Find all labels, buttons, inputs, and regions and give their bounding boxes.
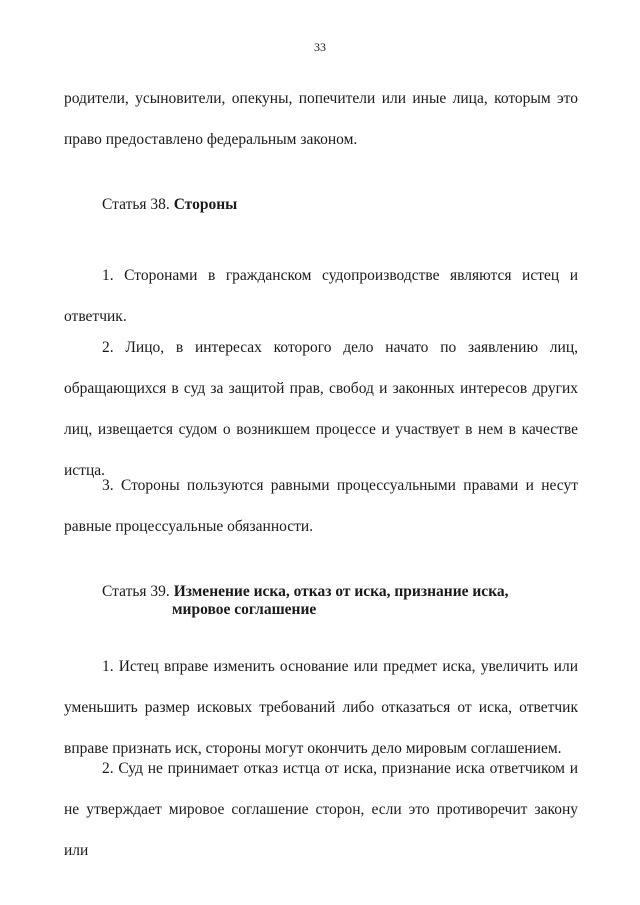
text-line: вправе признать иск, стороны могут окончить дело мировым соглашением. [64,740,562,757]
article-39-prefix: Статья 39. [102,583,170,600]
text-line: ответчик. [64,308,127,325]
article-39-title-line-2: мировое соглашение [172,601,317,618]
text-line: уменьшить размер исковых требований либо отказаться от иска, ответчик [64,699,578,716]
text-line: родители, усыновители, опекуны, попечители или иные лица, которым это [64,90,578,107]
article-38-title: Стороны [173,196,238,213]
article-38-heading [102,196,237,214]
article-39-paragraph-2 [64,748,578,859]
text-line: право предоставлено федеральным законом. [64,131,358,148]
text-line: обращающихся в суд за защитой прав, свобод и законных интересов других [64,380,578,397]
article-38-paragraph-3 [64,465,578,547]
text-line: истца. [64,462,105,479]
page-number: 33 [314,40,326,54]
text-line: не утверждает мировое соглашение сторон, если это противоречит закону или [64,801,578,859]
text-line: 1. Сторонами в гражданском судопроизводстве являются истец и [102,267,578,284]
text-line: 2. Суд не принимает отказ истца от иска, признание иска ответчиком и [102,760,578,777]
text-line: 2. Лицо, в интересах которого дело начато по заявлению лиц, [102,339,578,356]
text-line: равные процессуальные обязанности. [64,518,314,535]
text-line: 3. Стороны пользуются равными процессуальными правами и несут [102,477,578,494]
article-38-paragraph-1 [64,255,578,337]
intro-paragraph [64,78,578,160]
text-line: 1. Истец вправе изменить основание или предмет иска, увеличить или [102,658,578,675]
text-line: лиц, извещается судом о возникшем процессе и участвует в нем в качестве [64,421,578,438]
article-39-heading [102,583,509,619]
article-39-title-line-1: Изменение иска, отказ от иска, признание иска, [173,583,509,600]
article-38-prefix: Статья 38. [102,196,170,213]
